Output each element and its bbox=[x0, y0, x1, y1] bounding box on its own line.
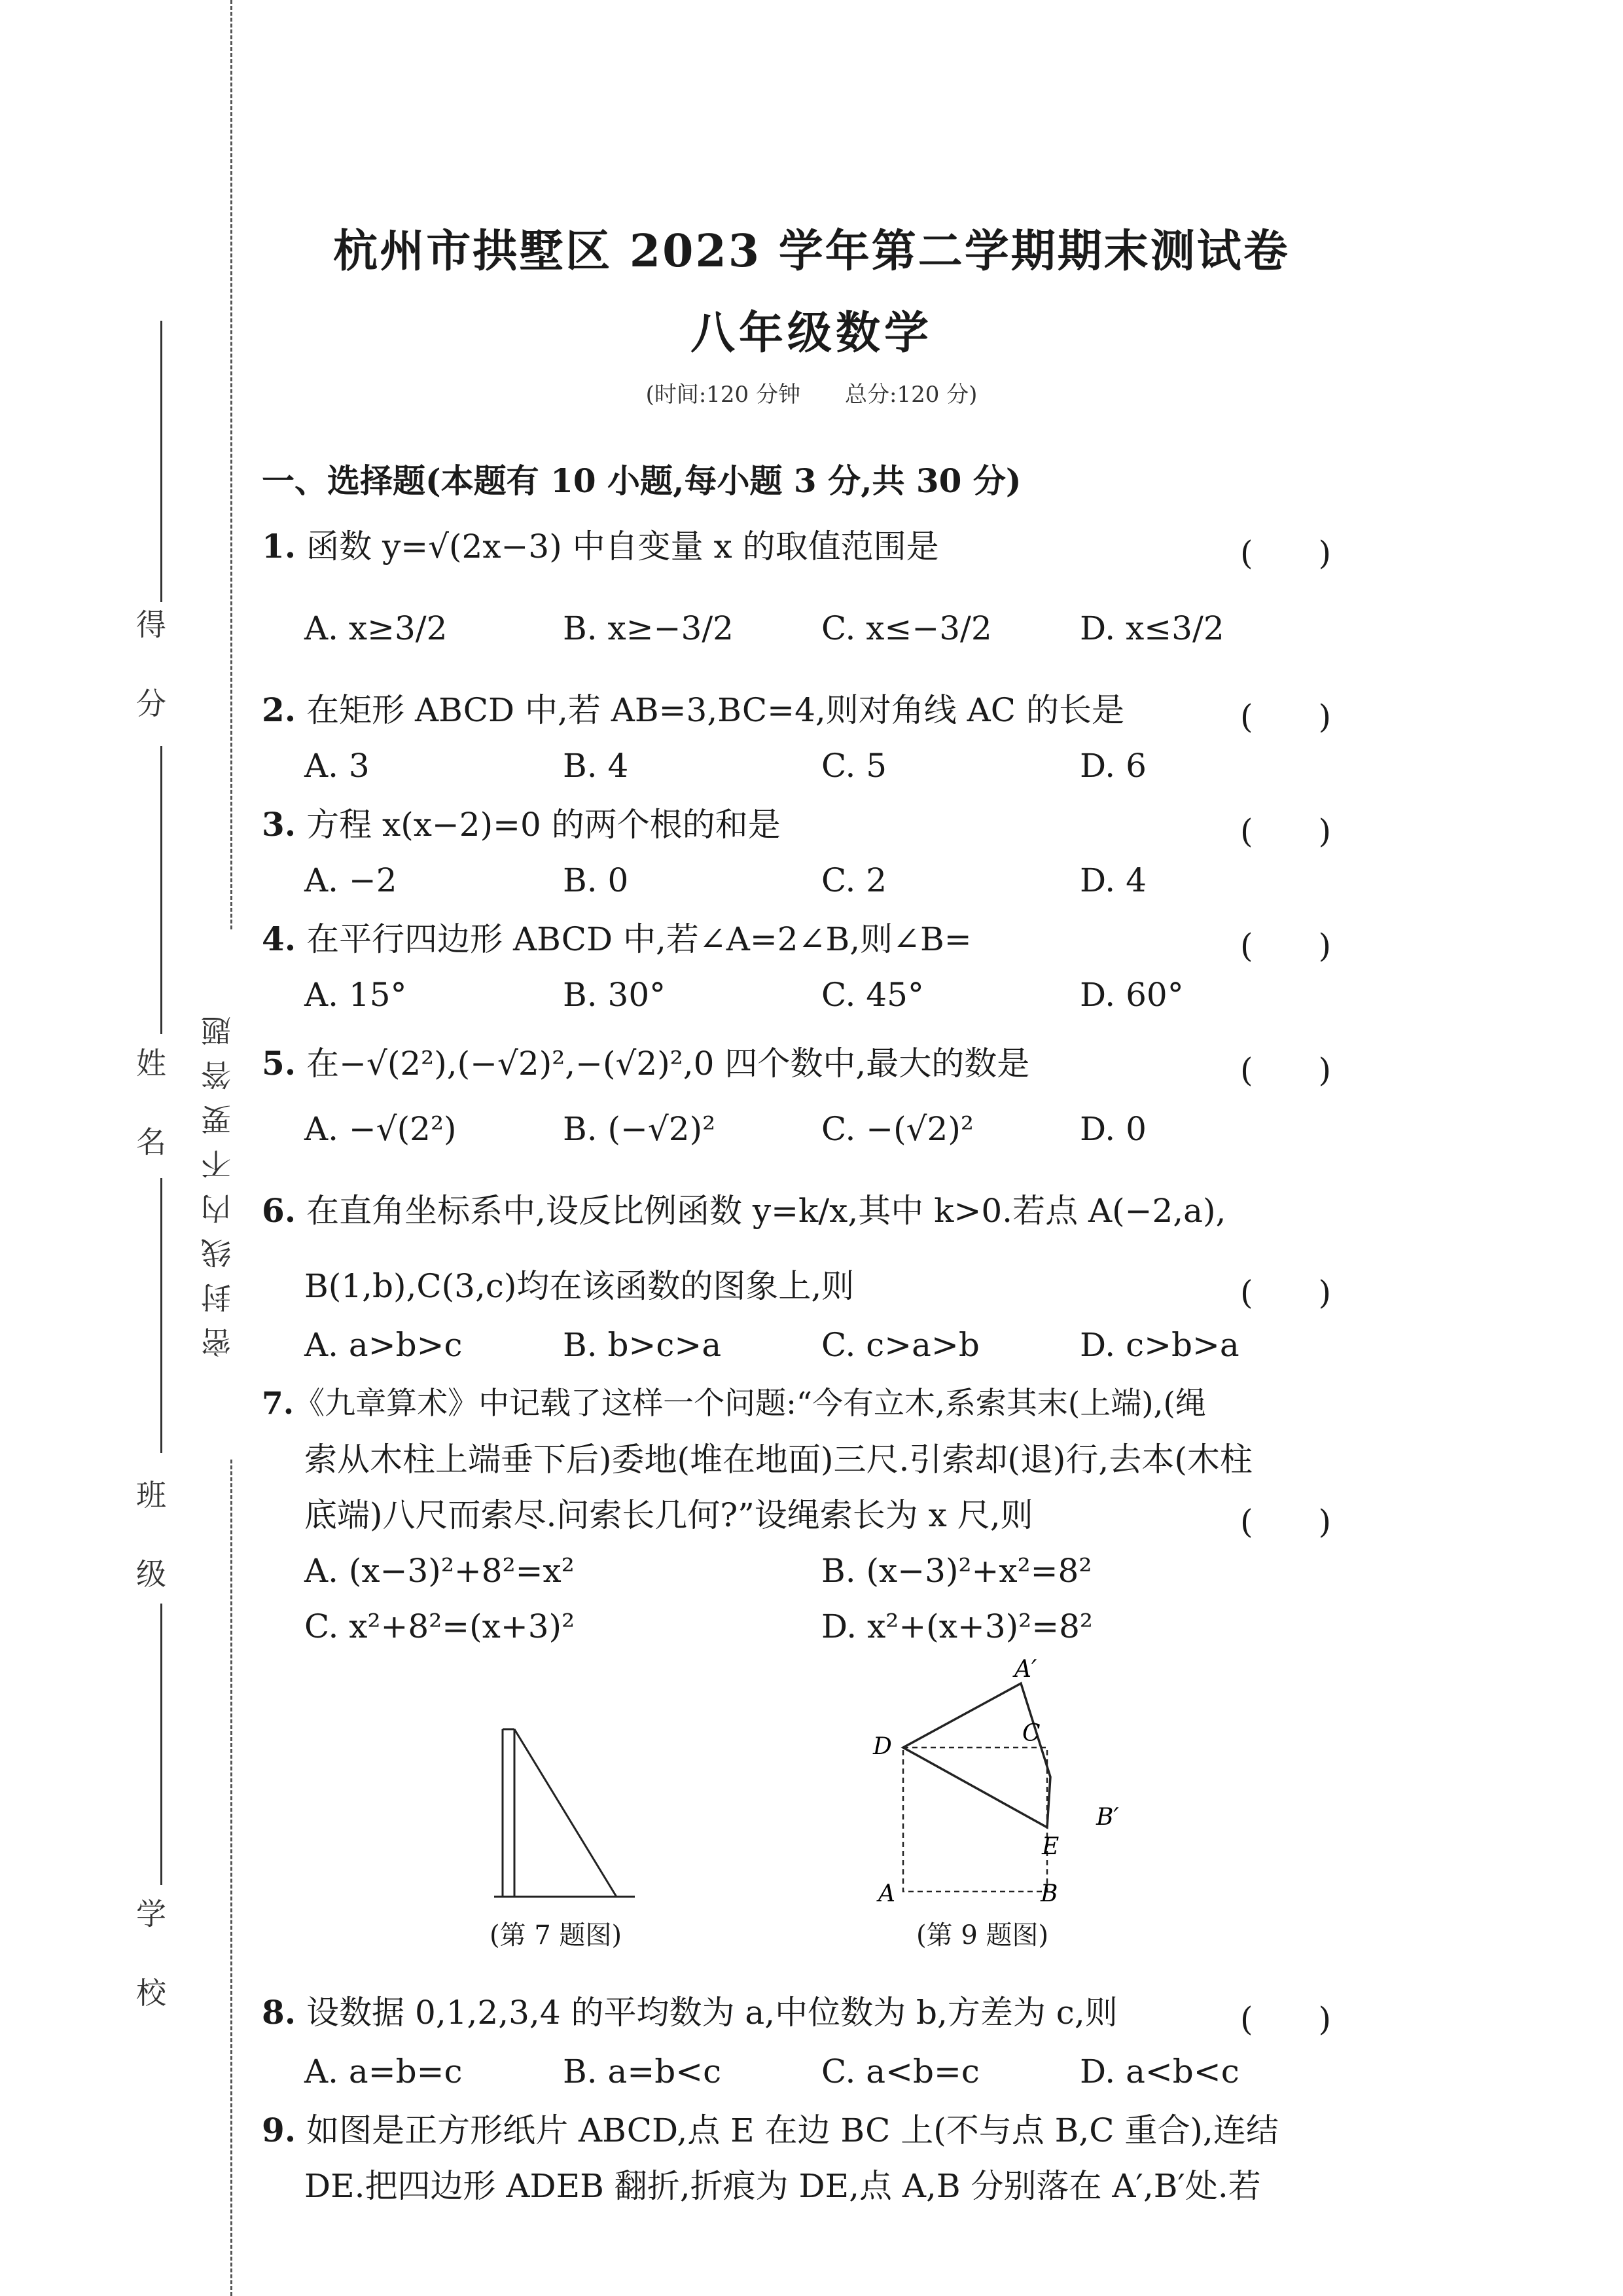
question-1: 1. 函数 y=√(2x−3) 中自变量 x 的取值范围是 bbox=[262, 527, 939, 565]
answer-bracket-1[interactable]: ( ) bbox=[1240, 534, 1332, 572]
q2-option-a[interactable]: A. 3 bbox=[304, 747, 370, 785]
label-name: 姓 名 bbox=[132, 1047, 167, 1176]
figure-7-diagram bbox=[484, 1721, 641, 1905]
q5-option-a[interactable]: A. −√(2²) bbox=[304, 1110, 457, 1148]
q5-option-d[interactable]: D. 0 bbox=[1080, 1110, 1147, 1148]
figure-9-diagram bbox=[864, 1656, 1139, 1905]
question-6-line-2: B(1,b),C(3,c)均在该函数的图象上,则 bbox=[304, 1267, 855, 1305]
fig9-label-a-prime: A′ bbox=[1014, 1656, 1037, 1683]
score-line bbox=[160, 321, 162, 602]
question-7: 7.《九章算术》中记载了这样一个问题:“今有立木,系索其末(上端),(绳 bbox=[262, 1386, 1206, 1422]
question-7-line-2: 索从木柱上端垂下后)委地(堆在地面)三尺.引索却(退)行,去本(木柱 bbox=[304, 1441, 1253, 1479]
class-line bbox=[160, 1178, 162, 1453]
section-heading: 一、选择题(本题有 10 小题,每小题 3 分,共 30 分) bbox=[262, 461, 1022, 500]
label-class: 班 级 bbox=[132, 1479, 167, 1608]
q6-option-d[interactable]: D. c>b>a bbox=[1080, 1326, 1240, 1364]
binding-dashed-line-bottom bbox=[230, 1460, 232, 2296]
q3-option-b[interactable]: B. 0 bbox=[563, 861, 629, 899]
seal-notice: 密封线内不要答题 bbox=[200, 1001, 236, 1357]
binding-dashed-line-top bbox=[230, 0, 232, 929]
q8-option-c[interactable]: C. a<b=c bbox=[821, 2053, 980, 2090]
q5-option-c[interactable]: C. −(√2)² bbox=[821, 1110, 974, 1148]
fig9-edge-b-prime-e bbox=[1047, 1813, 1096, 1827]
answer-bracket-8[interactable]: ( ) bbox=[1240, 2000, 1332, 2038]
question-7-line-3: 底端)八尺而索尽.问索长几何?”设绳索长为 x 尺,则 bbox=[304, 1496, 1033, 1534]
q1-option-d[interactable]: D. x≤3/2 bbox=[1080, 609, 1224, 647]
q8-option-a[interactable]: A. a=b=c bbox=[304, 2053, 463, 2090]
school-line bbox=[160, 1604, 162, 1885]
q3-option-a[interactable]: A. −2 bbox=[304, 861, 397, 899]
answer-bracket-7[interactable]: ( ) bbox=[1240, 1503, 1332, 1541]
q7-option-b[interactable]: B. (x−3)²+x²=8² bbox=[821, 1552, 1092, 1590]
q7-option-a[interactable]: A. (x−3)²+8²=x² bbox=[304, 1552, 575, 1590]
question-4: 4. 在平行四边形 ABCD 中,若∠A=2∠B,则∠B= bbox=[262, 920, 972, 958]
fig9-folded-quad bbox=[903, 1683, 1050, 1827]
q3-option-d[interactable]: D. 4 bbox=[1080, 861, 1147, 899]
question-9-line-2: DE.把四边形 ADEB 翻折,折痕为 DE,点 A,B 分别落在 A′,B′处.若 bbox=[304, 2167, 1261, 2205]
q4-option-d[interactable]: D. 60° bbox=[1080, 976, 1184, 1014]
answer-bracket-3[interactable]: ( ) bbox=[1240, 812, 1332, 850]
q7-option-d[interactable]: D. x²+(x+3)²=8² bbox=[821, 1607, 1093, 1645]
q2-option-d[interactable]: D. 6 bbox=[1080, 747, 1147, 785]
question-6: 6. 在直角坐标系中,设反比例函数 y=k/x,其中 k>0.若点 A(−2,a), bbox=[262, 1191, 1226, 1230]
q7-option-c[interactable]: C. x²+8²=(x+3)² bbox=[304, 1607, 575, 1645]
q1-option-a[interactable]: A. x≥3/2 bbox=[304, 609, 448, 647]
fig9-label-a: A bbox=[878, 1880, 895, 1905]
figure-7-caption: (第 7 题图) bbox=[490, 1920, 622, 1950]
fig9-label-d: D bbox=[873, 1733, 892, 1760]
q5-option-b[interactable]: B. (−√2)² bbox=[563, 1110, 716, 1148]
figure-9-caption: (第 9 题图) bbox=[916, 1920, 1049, 1950]
label-score: 得 分 bbox=[132, 609, 167, 738]
fig9-label-e: E bbox=[1042, 1833, 1060, 1860]
q2-option-b[interactable]: B. 4 bbox=[563, 747, 629, 785]
q2-option-c[interactable]: C. 5 bbox=[821, 747, 887, 785]
q4-option-b[interactable]: B. 30° bbox=[563, 976, 666, 1014]
fig9-square-dashed bbox=[903, 1748, 1047, 1892]
name-line bbox=[160, 746, 162, 1034]
question-2: 2. 在矩形 ABCD 中,若 AB=3,BC=4,则对角线 AC 的长是 bbox=[262, 691, 1124, 729]
q8-option-d[interactable]: D. a<b<c bbox=[1080, 2053, 1240, 2090]
answer-bracket-4[interactable]: ( ) bbox=[1240, 927, 1332, 965]
question-5: 5. 在−√(2²),(−√2)²,−(√2)²,0 四个数中,最大的数是 bbox=[262, 1044, 1030, 1083]
q8-option-b[interactable]: B. a=b<c bbox=[563, 2053, 722, 2090]
q4-option-c[interactable]: C. 45° bbox=[821, 976, 924, 1014]
q1-option-c[interactable]: C. x≤−3/2 bbox=[821, 609, 992, 647]
answer-bracket-5[interactable]: ( ) bbox=[1240, 1051, 1332, 1089]
question-9: 9. 如图是正方形纸片 ABCD,点 E 在边 BC 上(不与点 B,C 重合),连结 bbox=[262, 2111, 1279, 2149]
answer-bracket-2[interactable]: ( ) bbox=[1240, 698, 1332, 736]
exam-subtitle: 八年级数学 bbox=[690, 307, 933, 359]
question-3: 3. 方程 x(x−2)=0 的两个根的和是 bbox=[262, 805, 781, 844]
label-school: 学 校 bbox=[132, 1898, 167, 2027]
answer-bracket-6[interactable]: ( ) bbox=[1240, 1274, 1332, 1312]
fig9-label-b: B bbox=[1041, 1880, 1058, 1905]
q1-option-b[interactable]: B. x≥−3/2 bbox=[563, 609, 734, 647]
q4-option-a[interactable]: A. 15° bbox=[304, 976, 407, 1014]
fig7-rope bbox=[514, 1729, 616, 1897]
question-8: 8. 设数据 0,1,2,3,4 的平均数为 a,中位数为 b,方差为 c,则 bbox=[262, 1993, 1118, 2032]
exam-info: (时间:120 分钟 总分:120 分) bbox=[645, 382, 978, 408]
fig9-label-c: C bbox=[1022, 1720, 1041, 1747]
exam-title: 杭州市拱墅区 2023 学年第二学期期末测试卷 bbox=[333, 225, 1290, 278]
q3-option-c[interactable]: C. 2 bbox=[821, 861, 887, 899]
fig9-label-b-prime: B′ bbox=[1096, 1804, 1119, 1831]
q6-option-b[interactable]: B. b>c>a bbox=[563, 1326, 722, 1364]
q6-option-c[interactable]: C. c>a>b bbox=[821, 1326, 980, 1364]
q6-option-a[interactable]: A. a>b>c bbox=[304, 1326, 463, 1364]
